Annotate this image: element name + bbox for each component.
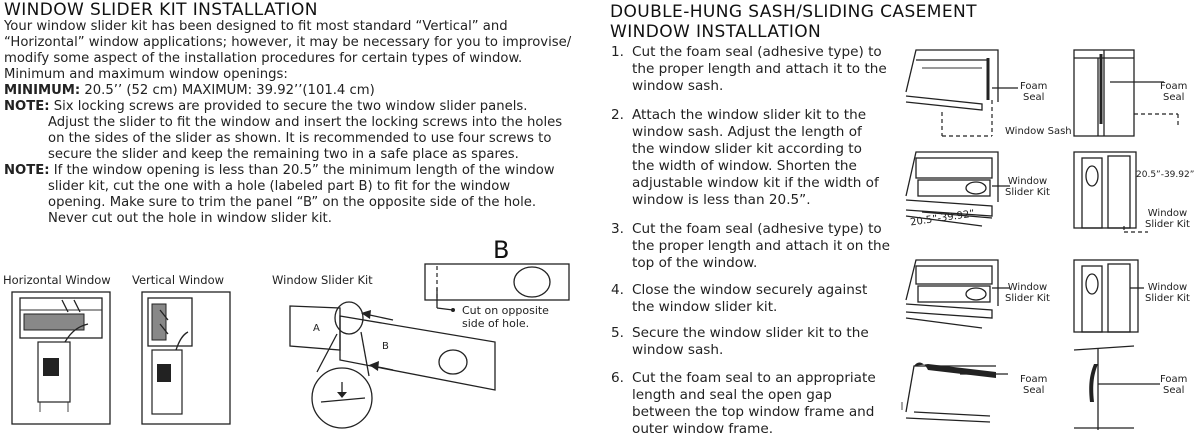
panel-a-label: A bbox=[313, 323, 320, 334]
step-number: 6. bbox=[611, 370, 624, 386]
note-1-label: NOTE: bbox=[4, 99, 50, 114]
label-line: Window bbox=[1147, 282, 1188, 293]
maximum-value: 39.92’’(101.4 cm) bbox=[252, 83, 375, 98]
window-slider-kit-illustration bbox=[285, 236, 615, 435]
label-line: Foam bbox=[1020, 374, 1048, 385]
vertical-window-illustration bbox=[140, 290, 235, 430]
label-line: Slider Kit bbox=[1145, 293, 1190, 304]
vertical-window-caption: Vertical Window bbox=[132, 273, 225, 287]
foam-seal-label-1 bbox=[1020, 81, 1047, 103]
foam-seal-label-3 bbox=[1020, 374, 1047, 396]
right-title-line: WINDOW INSTALLATION bbox=[610, 22, 822, 42]
step-line: Cut the foam seal (adhesive type) to bbox=[632, 44, 882, 60]
note-1-line: on the sides of the slider as shown. It is recommended to use four screws to bbox=[48, 131, 552, 146]
minimum-value: 20.5’’ (52 cm) bbox=[80, 83, 182, 98]
step-line: window is less than 20.5”. bbox=[632, 192, 811, 208]
panel-b-label: B bbox=[382, 341, 389, 352]
note-2-text: If the window opening is less than 20.5” the minimum length of the window bbox=[49, 163, 555, 178]
note-1-line bbox=[4, 99, 594, 115]
label-line: Slider Kit bbox=[1145, 219, 1190, 230]
cut-note bbox=[462, 304, 549, 330]
step-line: the window slider kit according to bbox=[632, 141, 862, 157]
step-line: Secure the window slider kit to the bbox=[632, 325, 869, 341]
minimum-label: MINIMUM: bbox=[4, 83, 81, 98]
note-2-line bbox=[4, 163, 594, 179]
cut-note-line: Cut on opposite bbox=[462, 304, 549, 317]
step-line: between the top window frame and bbox=[632, 404, 875, 420]
intro-line: Your window slider kit has been designed to fit most standard “Vertical” and bbox=[4, 19, 508, 34]
horizontal-window-illustration bbox=[10, 290, 115, 430]
slider-kit-label-4 bbox=[1145, 282, 1190, 304]
note-1-text: Six locking screws are provided to secure the two window slider panels. bbox=[49, 99, 528, 114]
slider-kit-label-3 bbox=[1005, 282, 1050, 304]
step-line: window sash. bbox=[632, 78, 724, 94]
step-line: Close the window securely against bbox=[632, 282, 868, 298]
note-2-line: opening. Make sure to trim the panel “B” on the opposite side of the hole. bbox=[48, 195, 537, 210]
label-line: Foam bbox=[1160, 374, 1188, 385]
right-title-line: DOUBLE-HUNG SASH/SLIDING CASEMENT bbox=[610, 2, 977, 22]
cut-note-line: side of hole. bbox=[462, 317, 530, 330]
step-number: 2. bbox=[611, 107, 624, 123]
step-line: window sash. bbox=[632, 342, 724, 358]
label-line: Window bbox=[1007, 282, 1048, 293]
slider-kit-label-1 bbox=[1005, 176, 1050, 198]
step-number: 3. bbox=[611, 221, 624, 237]
step-number: 5. bbox=[611, 325, 624, 341]
label-line: Seal bbox=[1162, 92, 1185, 103]
foam-seal-label-4 bbox=[1160, 374, 1187, 396]
closed-window-illustration-2 bbox=[1068, 256, 1148, 336]
left-section-title: WINDOW SLIDER KIT INSTALLATION bbox=[4, 0, 318, 20]
label-line: Slider Kit bbox=[1005, 187, 1050, 198]
window-slider-kit-caption: Window Slider Kit bbox=[272, 273, 373, 287]
step-line: outer window frame. bbox=[632, 421, 774, 437]
label-line: Seal bbox=[1022, 385, 1045, 396]
note-1-line: secure the slider and keep the remaining two in a safe place as spares. bbox=[48, 147, 519, 162]
intro-line: Minimum and maximum window openings: bbox=[4, 67, 288, 82]
step-line: Cut the foam seal (adhesive type) to bbox=[632, 221, 882, 237]
foam-seal-label-2 bbox=[1160, 81, 1187, 103]
step-line: the window slider kit. bbox=[632, 299, 778, 315]
step-number: 1. bbox=[611, 44, 624, 60]
slider-kit-label-2 bbox=[1145, 208, 1190, 230]
label-line: Seal bbox=[1162, 385, 1185, 396]
step-line: top of the window. bbox=[632, 255, 758, 271]
horizontal-window-caption: Horizontal Window bbox=[3, 273, 111, 287]
intro-paragraph bbox=[4, 19, 594, 227]
label-line: Seal bbox=[1022, 92, 1045, 103]
slider-kit-install-illustration-2 bbox=[1068, 146, 1148, 236]
intro-line: modify some aspect of the installation procedures for certain types of window. bbox=[4, 51, 523, 66]
step-line: Attach the window slider kit to the bbox=[632, 107, 867, 123]
step-line: the width of window. Shorten the bbox=[632, 158, 857, 174]
label-line: Slider Kit bbox=[1005, 293, 1050, 304]
dimension-label-1: 20.5”-39.92” bbox=[909, 208, 976, 229]
label-line: Foam bbox=[1020, 81, 1048, 92]
note-1-line: Adjust the slider to fit the window and insert the locking screws into the holes bbox=[48, 115, 563, 130]
note-2-label: NOTE: bbox=[4, 163, 50, 178]
maximum-label: MAXIMUM: bbox=[181, 83, 253, 98]
foam-seal-gap-illustration-2 bbox=[1068, 344, 1158, 434]
min-max-line bbox=[4, 83, 594, 99]
window-sash-label: Window Sash bbox=[1005, 126, 1072, 137]
step-line: window sash. Adjust the length of bbox=[632, 124, 862, 140]
step-line: length and seal the open gap bbox=[632, 387, 832, 403]
step-line: the proper length and attach it on the bbox=[632, 238, 891, 254]
step-line: the proper length and attach it to the bbox=[632, 61, 887, 77]
step-line: adjustable window kit if the width of bbox=[632, 175, 879, 191]
label-line: Window bbox=[1147, 208, 1188, 219]
note-2-line: Never cut out the hole in window slider kit. bbox=[48, 211, 332, 226]
step-number: 4. bbox=[611, 282, 624, 298]
note-2-line: slider kit, cut the one with a hole (labeled part B) to fit for the window bbox=[48, 179, 511, 194]
dimension-label-2: 20.5”-39.92” bbox=[1136, 170, 1195, 180]
right-section-title bbox=[610, 2, 977, 42]
label-line: Window bbox=[1007, 176, 1048, 187]
intro-line: “Horizontal” window applications; however, it may be necessary for you to improvise/ bbox=[4, 35, 572, 50]
label-line: Foam bbox=[1160, 81, 1188, 92]
panel-b-big-label: B bbox=[493, 236, 510, 264]
step-line: Cut the foam seal to an appropriate bbox=[632, 370, 876, 386]
